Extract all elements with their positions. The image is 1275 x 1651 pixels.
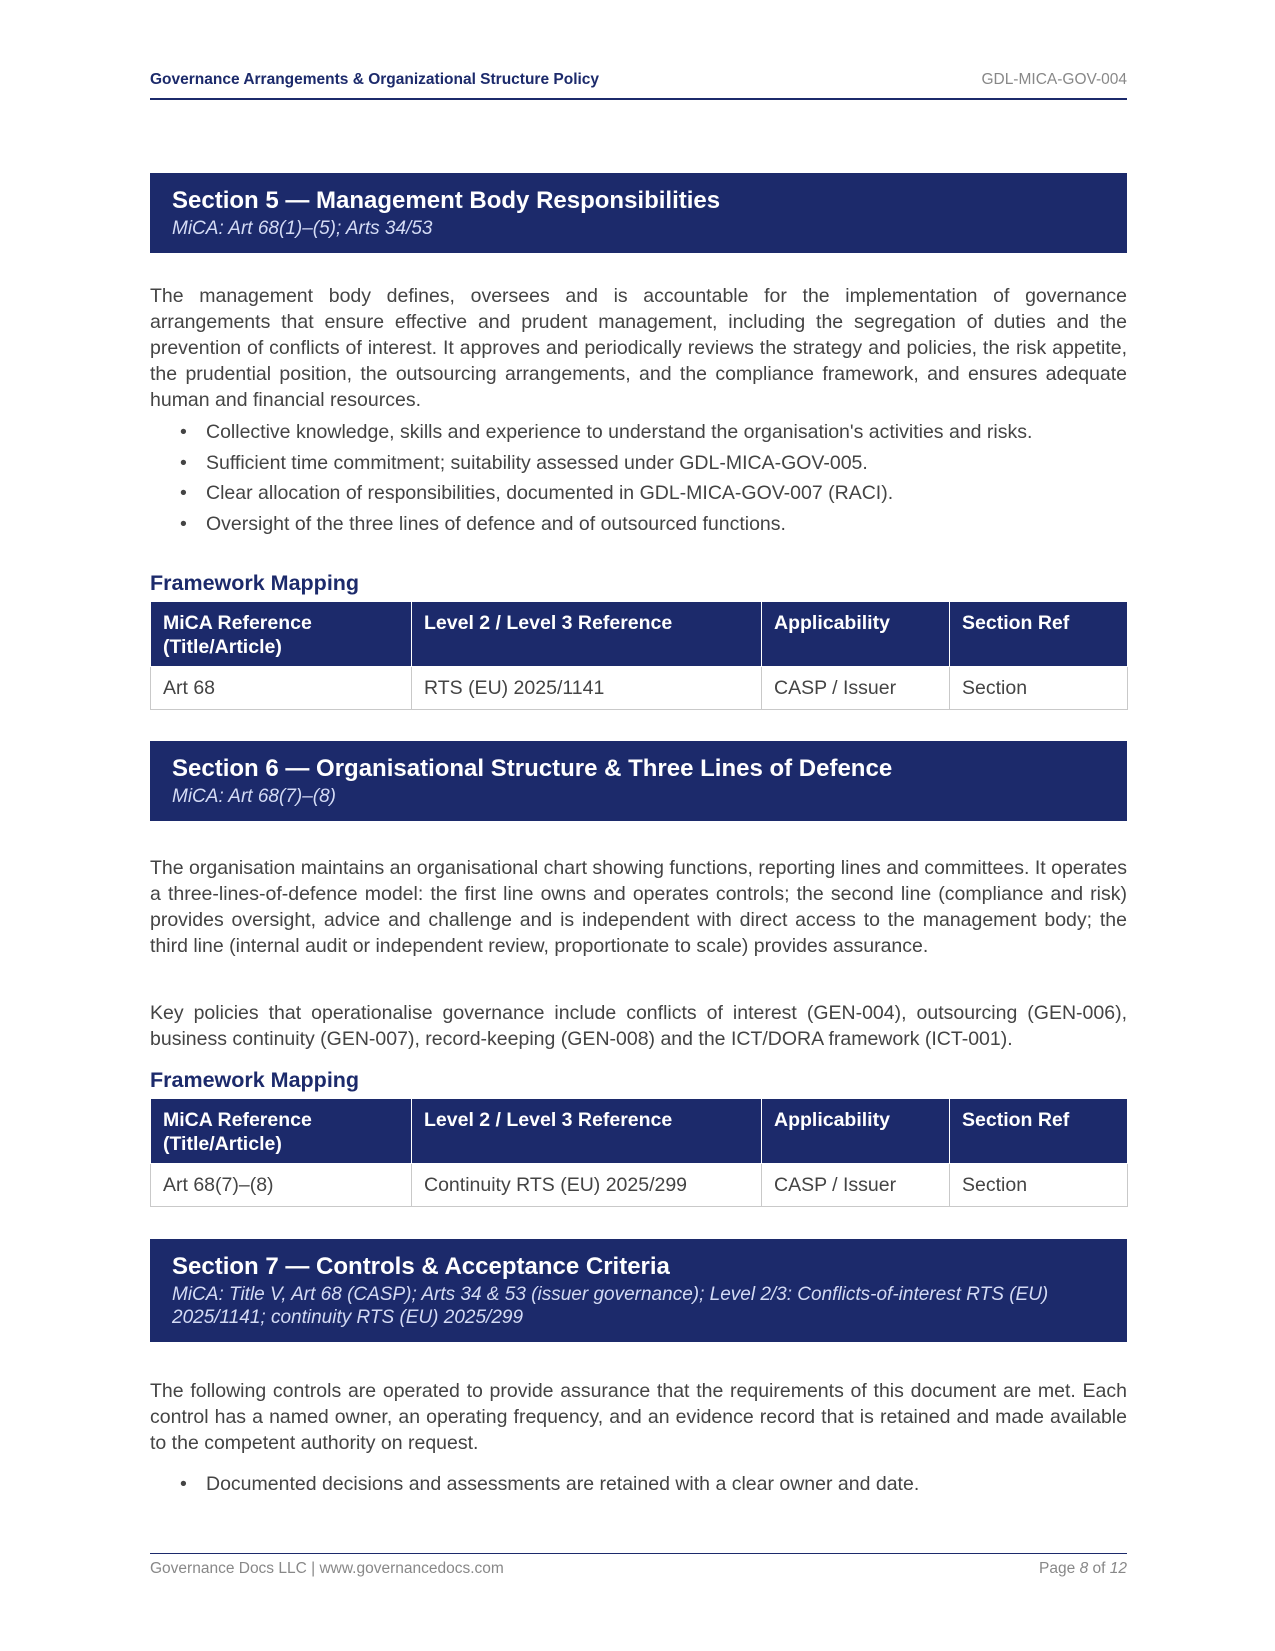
current-page: 8 — [1079, 1560, 1089, 1577]
list-item: • Clear allocation of responsibilities, documented in GDL-MICA-GOV-007 (RACI). — [150, 478, 1127, 509]
section-7-bullet-list — [150, 1469, 1127, 1500]
document-id: GDL-MICA-GOV-004 — [981, 71, 1127, 88]
column-header: Level 2 / Level 3 Reference — [412, 1099, 762, 1164]
column-header: Level 2 / Level 3 Reference — [412, 602, 762, 667]
section-7-reference: MiCA: Title V, Art 68 (CASP); Arts 34 & 53 (issuer governance); Level 2/3: Conflicts-of-interest RTS (EU) 2025/1141; continuity RTS (EU) 2025/299 — [172, 1284, 1049, 1328]
table-cell: CASP / Issuer — [762, 1164, 950, 1207]
section-5-reference: MiCA: Art 68(1)–(5); Arts 34/53 — [172, 218, 433, 239]
table-row — [151, 1164, 1128, 1207]
table-cell: CASP / Issuer — [762, 667, 950, 710]
table-cell: Section — [950, 1164, 1128, 1207]
table-header-row — [151, 1099, 1128, 1164]
table-cell: Continuity RTS (EU) 2025/299 — [412, 1164, 762, 1207]
column-header: Applicability — [762, 1099, 950, 1164]
table-cell: Section — [950, 667, 1128, 710]
document-title: Governance Arrangements & Organizational Structure Policy — [150, 71, 600, 88]
section-6-paragraph-1: The organisation maintains an organisational chart showing functions, reporting lines and committees. It operates a three-lines-of-defence model: the first line owns and operates controls; the second line (compliance and risk) provides oversight, advice and challenge and is independent with direct access to the management body; the third line (internal audit or independent review, proportionate to scale) provides assurance. — [150, 857, 1127, 957]
section-6-title: Section 6 — Organisational Structure & Three Lines of Defence — [172, 755, 893, 782]
section-7-banner — [150, 1239, 1127, 1342]
table-cell: RTS (EU) 2025/1141 — [412, 667, 762, 710]
section-6-mapping-heading: Framework Mapping — [150, 1068, 360, 1092]
section-6-reference: MiCA: Art 68(7)–(8) — [172, 786, 336, 807]
section-5-mapping-heading: Framework Mapping — [150, 571, 360, 595]
page-footer — [150, 1553, 1127, 1578]
section-7-paragraph: The following controls are operated to provide assurance that the requirements of this document are met. Each control has a named owner, an operating frequency, and an evidence record that is retained and made available to the competent authority on request. — [150, 1380, 1127, 1454]
section-6-banner — [150, 741, 1127, 821]
list-item: • Oversight of the three lines of defence and of outsourced functions. — [150, 509, 1127, 540]
section-5-mapping-table — [150, 601, 1128, 710]
section-5-title: Section 5 — Management Body Responsibilities — [172, 187, 721, 214]
section-7-title: Section 7 — Controls & Acceptance Criteria — [172, 1253, 670, 1280]
section-5-banner — [150, 173, 1127, 253]
table-cell: Art 68 — [151, 667, 412, 710]
list-item: • Collective knowledge, skills and experience to understand the organisation's activities and risks. — [150, 417, 1127, 448]
page-header — [150, 70, 1127, 100]
column-header: MiCA Reference (Title/Article) — [151, 1099, 412, 1164]
table-row — [151, 667, 1128, 710]
section-6-paragraph-2: Key policies that operationalise governance include conflicts of interest (GEN-004), outsourcing (GEN-006), business continuity (GEN-007), record-keeping (GEN-008) and the ICT/DORA framework (ICT-001). — [150, 1002, 1127, 1050]
page-number — [1039, 1560, 1127, 1578]
section-5-paragraph: The management body defines, oversees and is accountable for the implementation of governance arrangements that ensure effective and prudent management, including the segregation of duties and the prevention of conflicts of interest. It approves and periodically reviews the strategy and policies, the risk appetite, the prudential position, the outsourcing arrangements, and the compliance framework, and ensures adequate human and financial resources. — [150, 285, 1127, 411]
list-item: • Documented decisions and assessments are retained with a clear owner and date. — [150, 1469, 1127, 1500]
page-label: Page — [1039, 1560, 1076, 1577]
page-of-label: of — [1092, 1560, 1106, 1577]
table-header-row — [151, 602, 1128, 667]
column-header: Section Ref — [950, 1099, 1128, 1164]
column-header: Applicability — [762, 602, 950, 667]
list-item: • Sufficient time commitment; suitability assessed under GDL-MICA-GOV-005. — [150, 448, 1127, 479]
section-5-bullet-list — [150, 417, 1127, 539]
total-pages: 12 — [1109, 1560, 1127, 1577]
column-header: MiCA Reference (Title/Article) — [151, 602, 412, 667]
footer-company: Governance Docs LLC | www.governancedocs.com — [150, 1560, 504, 1577]
column-header: Section Ref — [950, 602, 1128, 667]
section-6-mapping-table — [150, 1098, 1128, 1207]
table-cell: Art 68(7)–(8) — [151, 1164, 412, 1207]
